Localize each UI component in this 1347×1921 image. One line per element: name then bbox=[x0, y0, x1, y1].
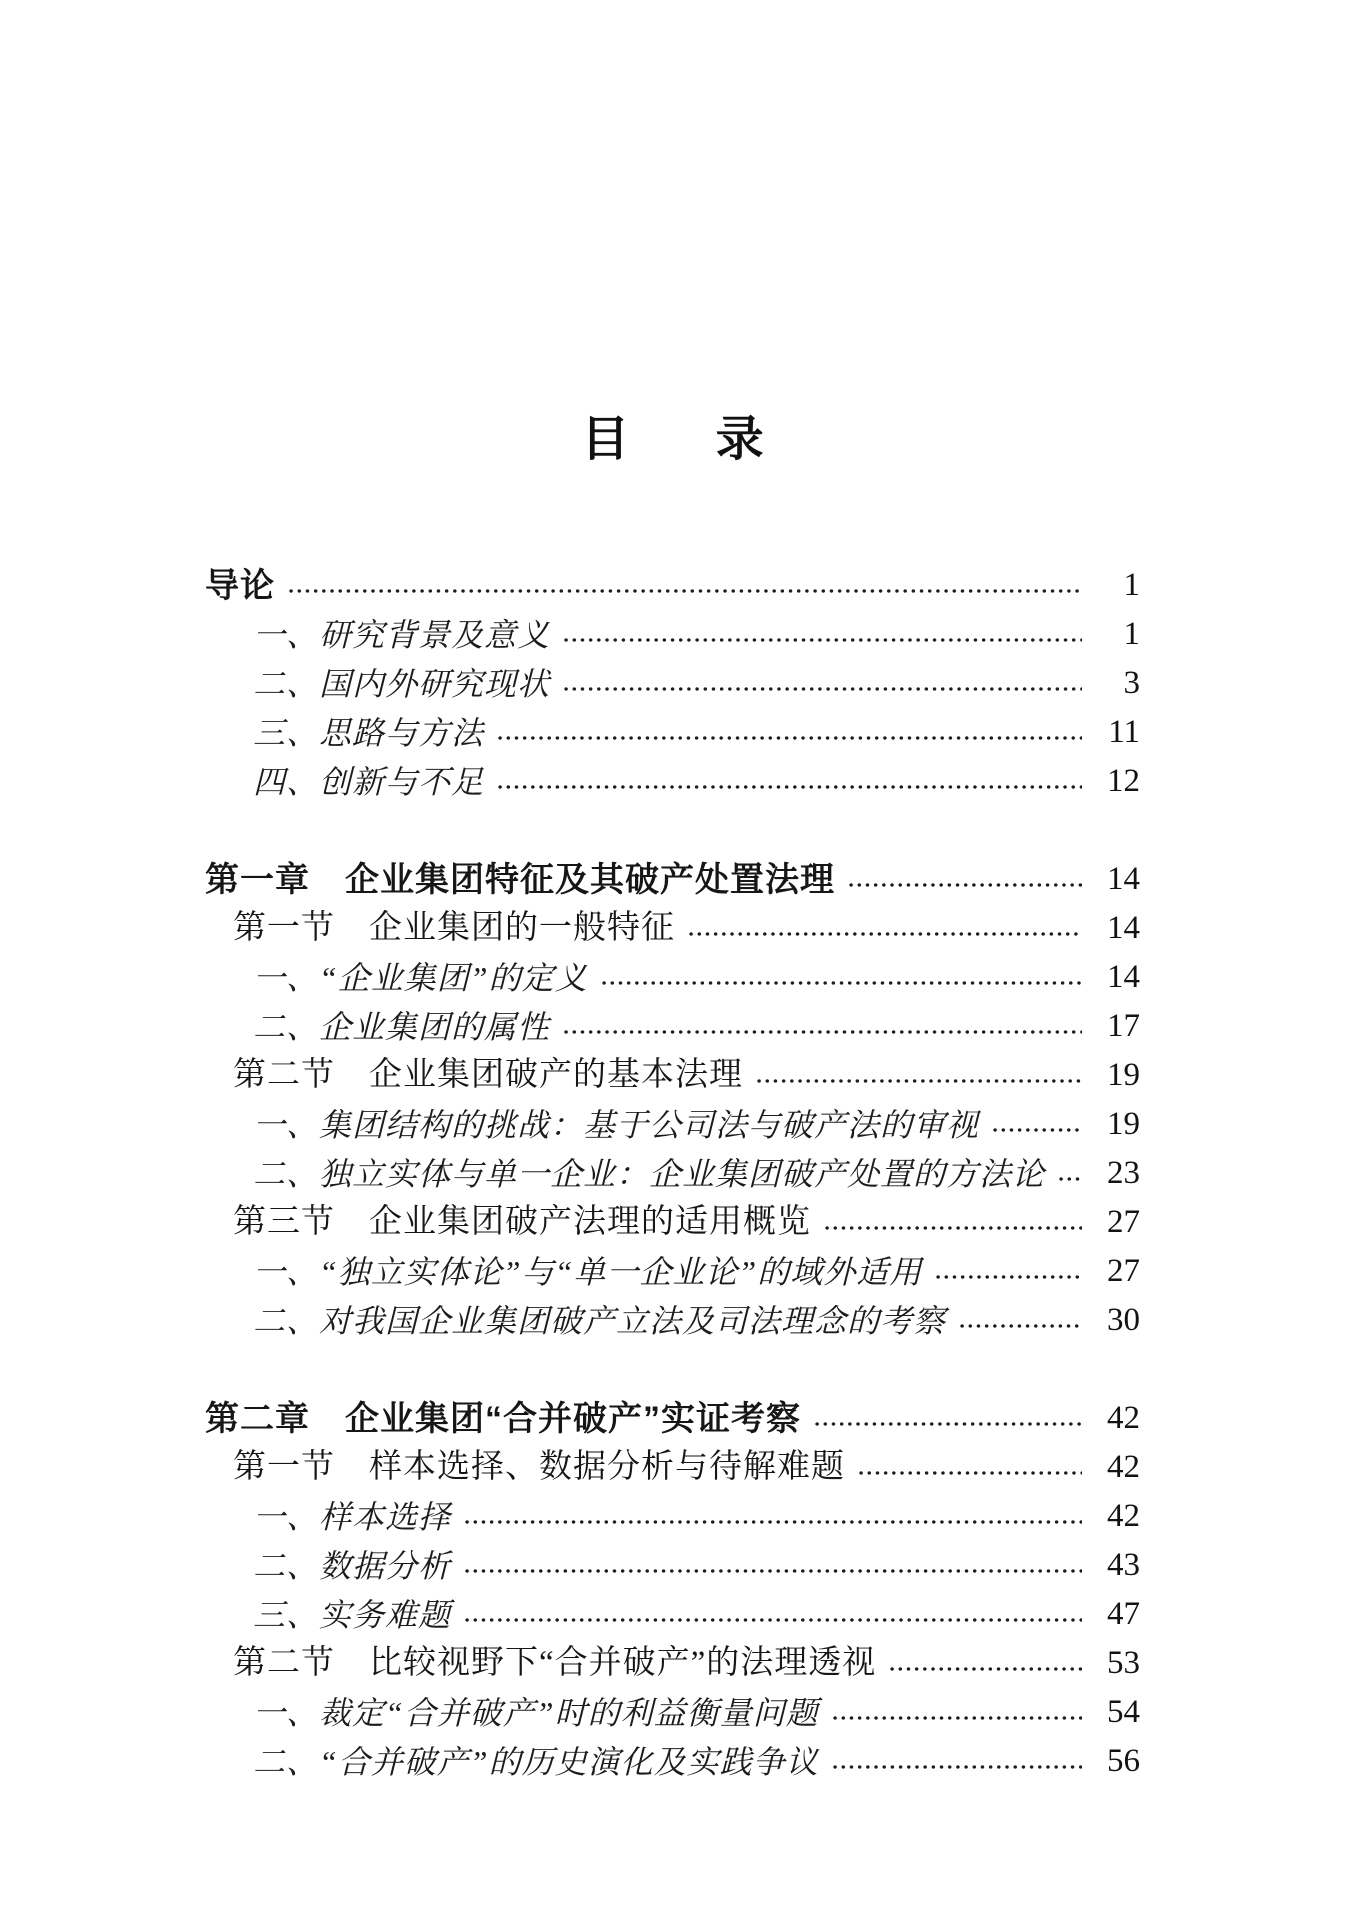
toc-entry-label: 三、实务难题 bbox=[253, 1596, 452, 1633]
dot-leader bbox=[1057, 1149, 1082, 1198]
toc-list bbox=[205, 561, 1140, 1786]
dot-leader bbox=[831, 1737, 1082, 1786]
dot-leader bbox=[600, 953, 1082, 1002]
toc-entry-label: 一、“企业集团”的定义 bbox=[253, 959, 588, 996]
toc-entry bbox=[205, 1492, 1140, 1541]
toc-entry-label: 四、创新与不足 bbox=[253, 763, 485, 800]
toc-entry-label: 第一章 企业集团特征及其破产处置法理 bbox=[205, 860, 835, 899]
toc-entry bbox=[205, 659, 1140, 708]
toc-entry-label: 第二节 比较视野下“合并破产”的法理透视 bbox=[233, 1645, 877, 1682]
toc-entry-page: 17 bbox=[1107, 1008, 1140, 1045]
toc-entry-page: 30 bbox=[1107, 1302, 1140, 1339]
dot-leader bbox=[463, 1541, 1082, 1590]
dot-leader bbox=[958, 1296, 1082, 1345]
toc-entry-page: 56 bbox=[1107, 1743, 1140, 1780]
toc-entry-label: 二、独立实体与单一企业：企业集团破产处置的方法论 bbox=[253, 1155, 1046, 1192]
toc-entry-label: 二、“合并破产”的历史演化及实践争议 bbox=[253, 1743, 819, 1780]
toc-entry bbox=[205, 1590, 1140, 1639]
dot-leader bbox=[857, 1443, 1082, 1492]
toc-entry-label: 一、集团结构的挑战：基于公司法与破产法的审视 bbox=[253, 1106, 980, 1143]
toc-entry bbox=[205, 561, 1140, 610]
toc-entry-label: 二、企业集团的属性 bbox=[253, 1008, 551, 1045]
toc-entry-page: 23 bbox=[1107, 1155, 1140, 1192]
toc-entry-label: 二、对我国企业集团破产立法及司法理念的考察 bbox=[253, 1302, 947, 1339]
dot-leader bbox=[934, 1247, 1082, 1296]
toc-entry-label: 一、研究背景及意义 bbox=[253, 616, 551, 653]
toc-entry bbox=[205, 1198, 1140, 1247]
toc-entry-label: 二、国内外研究现状 bbox=[253, 665, 551, 702]
toc-entry bbox=[205, 610, 1140, 659]
toc-entry-label: 三、思路与方法 bbox=[253, 714, 485, 751]
dot-leader bbox=[496, 708, 1082, 757]
dot-leader bbox=[823, 1198, 1082, 1247]
toc-entry-page: 14 bbox=[1107, 959, 1140, 996]
toc-entry-page: 42 bbox=[1107, 1449, 1140, 1486]
toc-entry-page: 42 bbox=[1107, 1400, 1140, 1437]
page-title: 目 录 bbox=[581, 413, 783, 466]
toc-entry bbox=[205, 1394, 1140, 1443]
toc-entry-page: 27 bbox=[1107, 1204, 1140, 1241]
toc-entry-page: 47 bbox=[1107, 1596, 1140, 1633]
dot-leader bbox=[562, 610, 1082, 659]
dot-leader bbox=[755, 1051, 1082, 1100]
toc-entry-label: 第一节 企业集团的一般特征 bbox=[233, 910, 675, 947]
toc-entry-label: 一、样本选择 bbox=[253, 1498, 452, 1535]
toc-entry-label: 第二章 企业集团“合并破产”实证考察 bbox=[205, 1399, 801, 1438]
dot-leader bbox=[463, 1590, 1082, 1639]
toc-entry-page: 43 bbox=[1107, 1547, 1140, 1584]
toc-entry-page: 11 bbox=[1108, 714, 1140, 751]
toc-entry bbox=[205, 1149, 1140, 1198]
dot-leader bbox=[496, 757, 1082, 806]
toc-entry bbox=[205, 1296, 1140, 1345]
toc-entry bbox=[205, 1100, 1140, 1149]
toc-entry-label: 一、“独立实体论”与“单一企业论”的域外适用 bbox=[253, 1253, 923, 1290]
toc-entry bbox=[205, 1247, 1140, 1296]
toc-entry bbox=[205, 953, 1140, 1002]
toc-entry bbox=[205, 855, 1140, 904]
toc-entry-page: 19 bbox=[1107, 1106, 1140, 1143]
toc-entry-label: 第三节 企业集团破产法理的适用概览 bbox=[233, 1204, 811, 1241]
toc-entry bbox=[205, 1639, 1140, 1688]
toc-entry-page: 3 bbox=[1123, 665, 1140, 702]
toc-entry bbox=[205, 1541, 1140, 1590]
toc-entry bbox=[205, 1051, 1140, 1100]
dot-leader bbox=[287, 561, 1082, 610]
toc-entry-label: 导论 bbox=[205, 566, 275, 605]
toc-entry-label: 二、数据分析 bbox=[253, 1547, 452, 1584]
toc-entry-label: 第二节 企业集团破产的基本法理 bbox=[233, 1057, 743, 1094]
toc-entry-label: 第一节 样本选择、数据分析与待解难题 bbox=[233, 1449, 845, 1486]
dot-leader bbox=[813, 1394, 1082, 1443]
toc-entry bbox=[205, 1688, 1140, 1737]
toc-entry bbox=[205, 708, 1140, 757]
toc-entry bbox=[205, 1443, 1140, 1492]
toc-entry-page: 54 bbox=[1107, 1694, 1140, 1731]
toc-entry bbox=[205, 904, 1140, 953]
toc-entry-page: 1 bbox=[1123, 616, 1140, 653]
toc-entry-page: 14 bbox=[1107, 861, 1140, 898]
dot-leader bbox=[562, 1002, 1082, 1051]
dot-leader bbox=[562, 659, 1082, 708]
toc-entry-page: 42 bbox=[1107, 1498, 1140, 1535]
toc-entry-page: 14 bbox=[1107, 910, 1140, 947]
dot-leader bbox=[991, 1100, 1082, 1149]
dot-leader bbox=[888, 1639, 1082, 1688]
toc-entry-label: 一、裁定“合并破产”时的利益衡量问题 bbox=[253, 1694, 819, 1731]
toc-entry bbox=[205, 757, 1140, 806]
toc-entry bbox=[205, 1737, 1140, 1786]
dot-leader bbox=[463, 1492, 1082, 1541]
toc-entry-page: 53 bbox=[1107, 1645, 1140, 1682]
toc-entry-page: 19 bbox=[1107, 1057, 1140, 1094]
toc-entry bbox=[205, 1002, 1140, 1051]
dot-leader bbox=[831, 1688, 1082, 1737]
dot-leader bbox=[687, 904, 1082, 953]
toc-entry-page: 27 bbox=[1107, 1253, 1140, 1290]
toc-entry-page: 1 bbox=[1123, 567, 1140, 604]
toc-entry-page: 12 bbox=[1107, 763, 1140, 800]
dot-leader bbox=[847, 855, 1082, 904]
